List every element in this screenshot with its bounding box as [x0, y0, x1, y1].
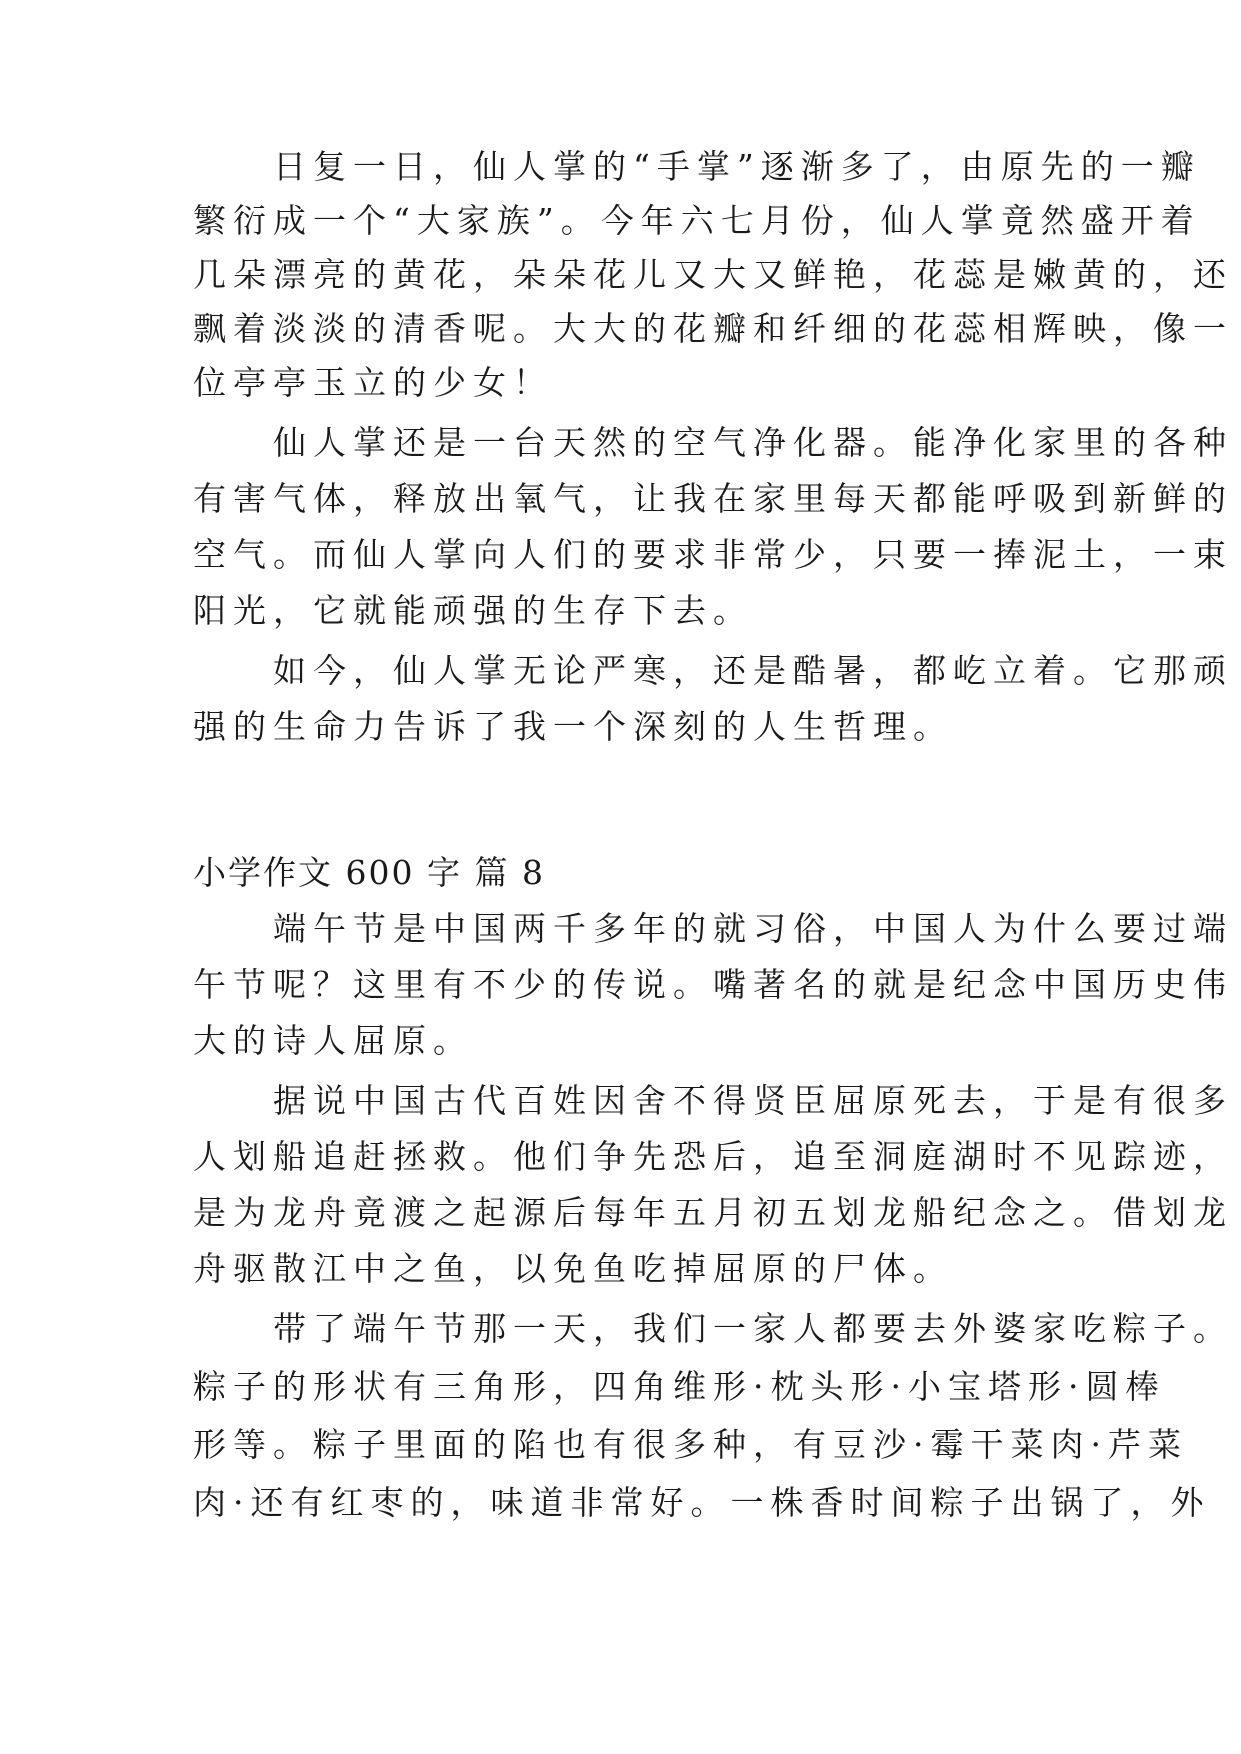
text-line: 肉·还有红枣的，味道非常好。一株香时间粽子出锅了，外 — [193, 1483, 1211, 1522]
text-line: 阳光，它就能顽强的生存下去。 — [193, 591, 753, 630]
text-line: 粽子的形状有三角形，四角维形·枕头形·小宝塔形·圆棒 — [193, 1367, 1166, 1406]
text-line: 大的诗人屈原。 — [193, 1021, 473, 1060]
text-line: 端午节是中国两千多年的就习俗，中国人为什么要过端 — [193, 909, 1233, 948]
text-line: 据说中国古代百姓因舍不得贤臣屈原死去，于是有很多 — [193, 1081, 1233, 1120]
text-line: 午节呢？这里有不少的传说。嘴著名的就是纪念中国历史伟 — [193, 965, 1233, 1004]
text-line: 位亭亭玉立的少女！ — [193, 363, 553, 402]
text-line: 飘着淡淡的清香呢。大大的花瓣和纤细的花蕊相辉映，像一 — [193, 309, 1233, 348]
text-line: 是为龙舟竟渡之起源后每年五月初五划龙船纪念之。借划龙 — [193, 1193, 1233, 1232]
text-line: 强的生命力告诉了我一个深刻的人生哲理。 — [193, 707, 953, 746]
text-line: 仙人掌还是一台天然的空气净化器。能净化家里的各种 — [193, 423, 1233, 462]
text-line: 带了端午节那一天，我们一家人都要去外婆家吃粽子。 — [193, 1309, 1233, 1348]
text-line: 几朵漂亮的黄花，朵朵花儿又大又鲜艳，花蕊是嫩黄的，还 — [193, 255, 1233, 294]
text-line: 形等。粽子里面的陷也有很多种，有豆沙·霉干菜肉·芹菜 — [193, 1425, 1188, 1464]
text-line: 空气。而仙人掌向人们的要求非常少，只要一捧泥土，一束 — [193, 535, 1233, 574]
text-line: 人划船追赶拯救。他们争先恐后，追至洞庭湖时不见踪迹， — [193, 1137, 1233, 1176]
section-heading: 小学作文 600 字 篇 8 — [193, 853, 545, 892]
text-line: 舟驱散江中之鱼，以免鱼吃掉屈原的尸体。 — [193, 1249, 953, 1288]
text-line: 繁衍成一个“大家族”。今年六七月份，仙人掌竟然盛开着 — [193, 201, 1201, 240]
text-line: 有害气体，释放出氧气，让我在家里每天都能呼吸到新鲜的 — [193, 479, 1233, 518]
text-line: 如今，仙人掌无论严寒，还是酷暑，都屹立着。它那顽 — [193, 651, 1233, 690]
text-line: 日复一日，仙人掌的“手掌”逐渐多了，由原先的一瓣 — [193, 147, 1201, 186]
